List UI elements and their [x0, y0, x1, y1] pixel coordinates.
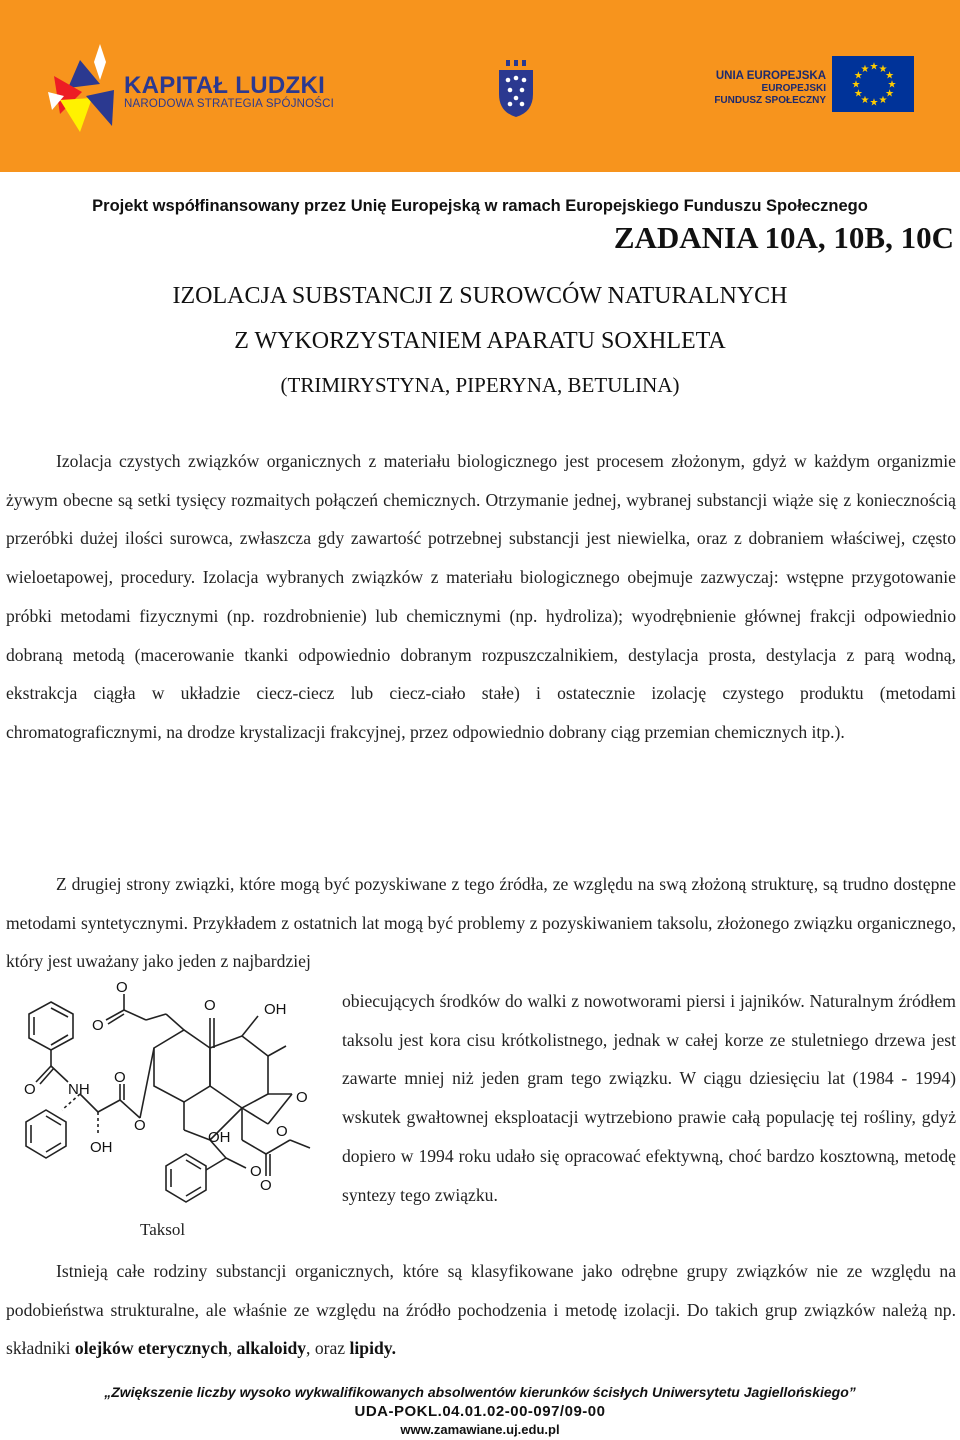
footer-website-link[interactable]: www.zamawiane.uj.edu.pl: [400, 1422, 560, 1437]
main-title-line1: IZOLACJA SUBSTANCJI Z SUROWCÓW NATURALNYCH: [172, 283, 788, 309]
paragraph-isolation: Izolacja czystych związków organicznych z materiału biologicznego jest procesem złożonym, gdyż w każdym organizmie żywym obecne są setki tysięcy rozmaitych połączeń chemicznych. Otrzymanie jednej, wybranej substancji wiąże się z koniecznością przeróbki dużej ilości surowca, zwłaszcza gdy zawartość potrzebnej substancji jest niewielka, oraz z dobraniem właściwej, często wieloetapowej, procedury. Izolacja wybranych związków z materiału biologicznego obejmuje zazwyczaj: wstępne przygotowanie próbki metodami fizycznymi (np. rozdrobnienie) lub chemicznymi (np. hydroliza); wyodrębnienie głównej frakcji odpowiednio dobraną metodą (macerowanie tkanki odpowiednio dobranym rozpuszczalnikiem, destylacja prosta, destylacja z parą wodną, ekstrakcja ciągła w układzie ciecz-ciecz lub ciecz-ciało stałe) i ostatecznie izolację czystego produktu (metodami chromatograficznymi, na drodze krystalizacji frakcyjnej, przez odpowiednio dobrany ciąg przemian chemicznych itp.).: [6, 451, 956, 742]
atom-o-3: O: [134, 1117, 146, 1134]
university-crest-icon: [498, 60, 534, 118]
atom-o-1: O: [24, 1081, 36, 1098]
bold-essential-oils: olejków eterycznych: [74, 1338, 228, 1359]
eu-star-icon: ★: [869, 97, 879, 109]
atom-nh: NH: [68, 1081, 90, 1098]
atom-oh-1: OH: [90, 1139, 113, 1156]
eu-label: [700, 70, 826, 108]
paragraph-taxol-continued: obiecujących środków do walki z nowotworami piersi i jajników. Naturalnym źródłem taksolu jest kora cisu krótkolistnego, jednak w całej korze ze stuletniego drzewa jest zawarte mniej niż jeden gram tego związku. W ciągu dziesięciu lat (1984 - 1994) wskutek gwałtownej eksploatacji wytrzebiono prawie całą populację tej rośliny, gdyż dopiero w 1994 roku udało się opracować efektywną, choć bardzo kosztowną, metodę syntezy tego związku.: [342, 991, 956, 1205]
eu-star-icon: ★: [860, 63, 870, 75]
eu-star-icon: ★: [869, 61, 879, 73]
p3-sep2: , oraz: [306, 1338, 350, 1359]
eu-line1: UNIA EUROPEJSKA: [715, 70, 826, 82]
project-cofinancing-line: Projekt współfinansowany przez Unię Europejską w ramach Europejskiego Funduszu Społecznego: [92, 197, 868, 215]
eu-star-icon: ★: [878, 95, 888, 107]
eu-star-icon: ★: [853, 70, 863, 82]
eu-line3: FUNDUSZ SPOŁECZNY: [714, 95, 826, 106]
atom-o-4: O: [204, 997, 216, 1014]
eu-star-icon: ★: [851, 79, 861, 91]
header-banner: [0, 0, 960, 172]
atom-o-5: O: [116, 979, 128, 996]
bold-alkaloids: alkaloidy: [236, 1338, 307, 1359]
atom-oh-2: OH: [264, 1001, 287, 1018]
eu-line2: EUROPEJSKI: [761, 82, 826, 94]
paragraph-compound-families: [6, 1252, 956, 1368]
p3-sep1: ,: [227, 1338, 237, 1359]
paragraph-taxol-intro: Z drugiej strony związki, które mogą być pozyskiwane z tego źródła, ze względu na swą złożoną strukturę, są trudno dostępne metodami syntetycznymi. Przykładem z ostatnich lat mogą być problemy z pozyskiwaniem taksolu, złożonego związku organicznego, który jest uważany jako jeden z najbardziej: [6, 874, 956, 972]
main-title-line2: Z WYKORZYSTANIEM APARATU SOXHLETA: [234, 328, 726, 354]
kapital-ludzki-subtitle: NARODOWA STRATEGIA SPÓJNOŚCI: [124, 98, 335, 110]
atom-o-10: O: [276, 1123, 288, 1140]
footer-project-name: „Zwiększenie liczby wysoko wykwalifikowanych absolwentów kierunków ścisłych Uniwersytetu Jagiellońskiego”: [104, 1384, 856, 1400]
p3-text: Istnieją całe rodziny substancji organicznych, które są klasyfikowane jako odrębne grupy związków nie ze względu na podobieństwa strukturalne, ale właśnie ze względu na źródło pochodzenia i metodę izolacji. Do takich grup związków należą np. składniki: [6, 1261, 956, 1359]
eu-flag-icon: [832, 56, 914, 112]
taxol-structure-diagram: [6, 979, 336, 1225]
eu-star-icon: ★: [885, 88, 895, 100]
taxol-caption: Taksol: [140, 1220, 186, 1239]
atom-oh-3: OH: [208, 1129, 231, 1146]
atom-o-8: O: [250, 1163, 262, 1180]
eu-star-icon: ★: [878, 63, 888, 75]
atom-o-9: O: [260, 1177, 272, 1194]
eu-star-icon: ★: [860, 95, 870, 107]
bold-lipids: lipidy.: [349, 1338, 396, 1359]
eu-star-icon: ★: [853, 88, 863, 100]
main-title-line3: (TRIMIRYSTYNA, PIPERYNA, BETULINA): [280, 373, 680, 397]
atom-o-7: O: [296, 1089, 308, 1106]
eu-star-icon: ★: [887, 79, 897, 91]
eu-star-icon: ★: [885, 70, 895, 82]
task-title: ZADANIA 10A, 10B, 10C: [613, 220, 954, 255]
kapital-ludzki-title: KAPITAŁ LUDZKI: [124, 72, 326, 99]
atom-o-6: O: [92, 1017, 104, 1034]
footer-project-code: UDA-POKL.04.01.02-00-097/09-00: [354, 1403, 606, 1420]
atom-o-2: O: [114, 1069, 126, 1086]
